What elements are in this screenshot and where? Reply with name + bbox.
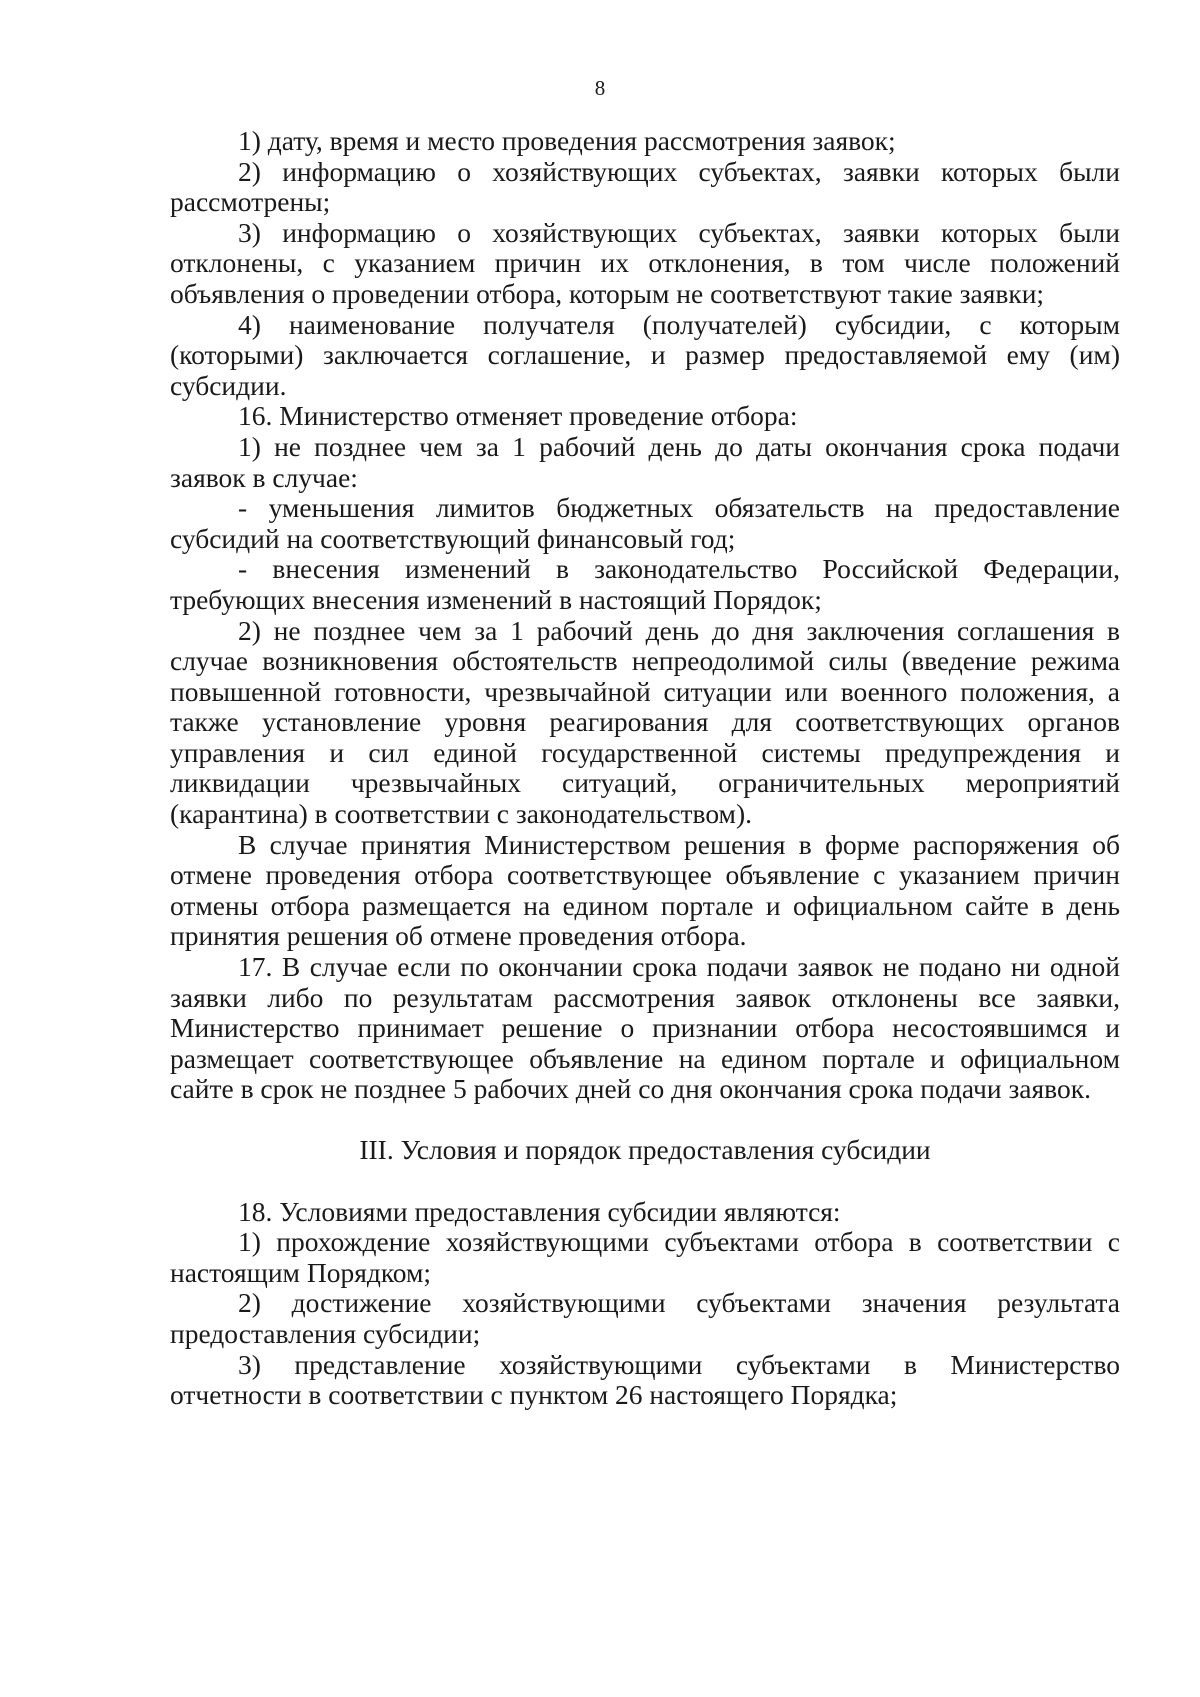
section-heading: III. Условия и порядок предоставления субсидии: [359, 1134, 931, 1165]
paragraph: 2) информацию о хозяйствующих субъектах, заявки которых были рассмотрены;: [170, 155, 1120, 218]
paragraph: 3) представление хозяйствующими субъектами в Министерство отчетности в соответствии с пунктом 26 настоящего Порядка;: [170, 1348, 1120, 1411]
paragraph: - внесения изменений в законодательство Российской Федерации, требующих внесения изменений в настоящий Порядок;: [170, 553, 1120, 615]
paragraph: 1) прохождение хозяйствующими субъектами отбора в соответствии с настоящим Порядком;: [170, 1226, 1120, 1288]
paragraph: 17. В случае если по окончании срока подачи заявок не подано ни одной заявки либо по результатам рассмотрения заявок отклонены все заявки, Министерство принимает решение о признании отбора несостоявшимся и размещает соответствующее объявление на едином портале и официальном сайте в срок не позднее 5 рабочих дней со дня окончания срока подачи заявок.: [170, 951, 1120, 1105]
paragraph: 2) не позднее чем за 1 рабочий день до дня заключения соглашения в случае возникновения обстоятельств непреодолимой силы (введение режима повышенной готовности, чрезвычайной ситуации или военного положения, а также установление уровня реагирования для соответствующих органов управления и сил единой государственной системы предупреждения и ликвидации чрезвычайных ситуаций, ограничительных мероприятий (карантина) в соответствии с законодательством).: [170, 614, 1120, 830]
paragraph: 1) дату, время и место проведения рассмотрения заявок;: [238, 125, 896, 156]
paragraph: 2) достижение хозяйствующими субъектами значения результата предоставления субсидии;: [170, 1287, 1120, 1349]
paragraph: 18. Условиями предоставления субсидии являются:: [238, 1195, 841, 1227]
paragraph: В случае принятия Министерством решения в форме распоряжения об отмене проведения отбора соответствующее объявление с указанием причин отмены отбора размещается на едином портале и официальном сайте в день принятия решения об отмене проведения отбора.: [170, 828, 1120, 952]
paragraph: 16. Министерство отменяет проведение отбора:: [238, 400, 798, 432]
paragraph: 4) наименование получателя (получателей) субсидии, с которым (которыми) заключается соглашение, и размер предоставляемой ему (им) субсидии.: [170, 308, 1120, 401]
paragraph: - уменьшения лимитов бюджетных обязательств на предоставление субсидий на соответствующий финансовый год;: [170, 492, 1120, 554]
document-body: [170, 126, 1120, 1411]
page-number: 8: [594, 76, 606, 100]
paragraph: 1) не позднее чем за 1 рабочий день до даты окончания срока подачи заявок в случае:: [170, 430, 1120, 493]
paragraph: 3) информацию о хозяйствующих субъектах, заявки которых были отклонены, с указанием причин их отклонения, в том числе положений объявления о проведении отбора, которым не соответствуют такие заявки;: [170, 216, 1120, 309]
